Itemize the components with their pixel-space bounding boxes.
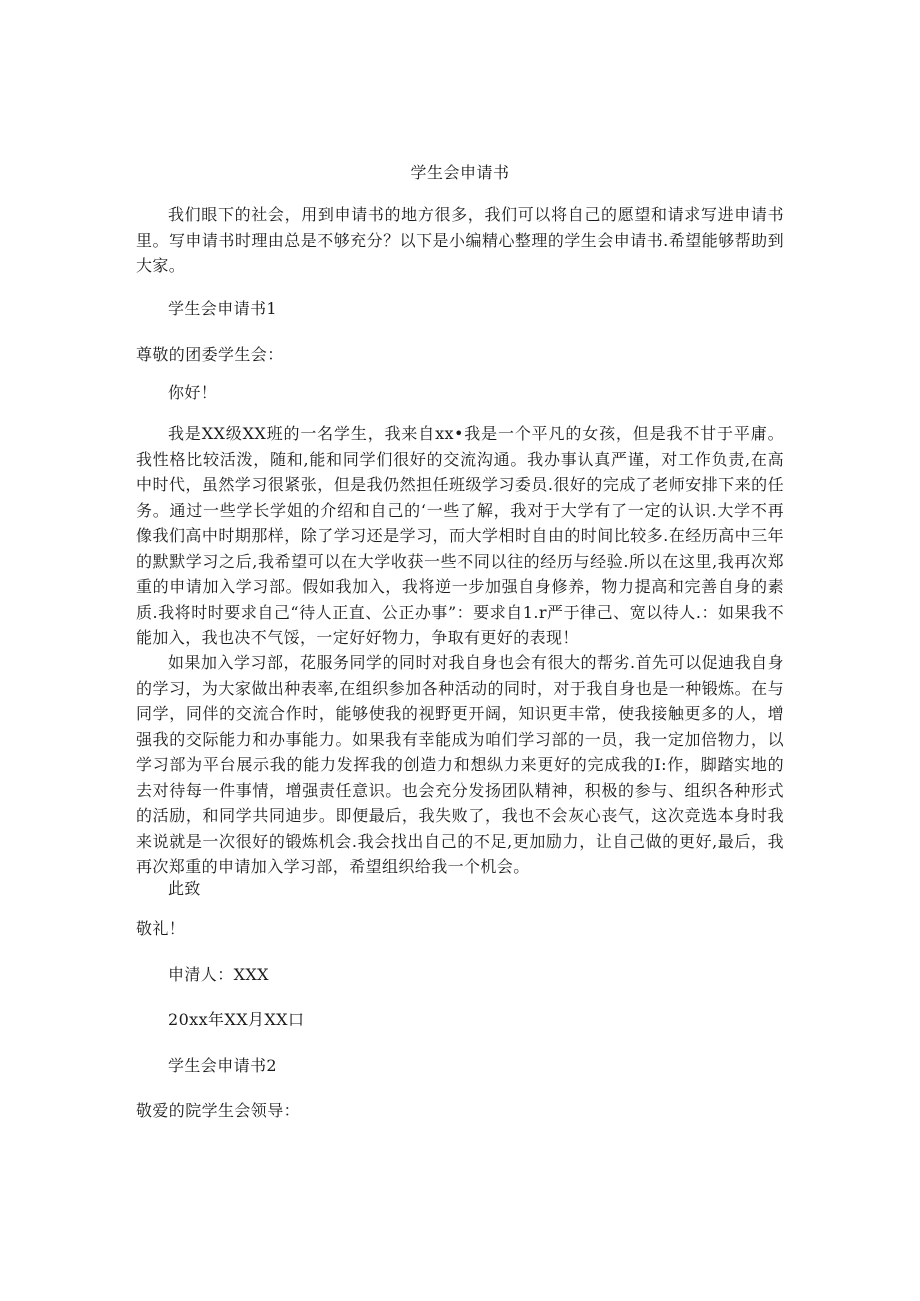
section-heading-1: 学生会申请书1 xyxy=(168,299,277,318)
body-paragraph-1: 我是XX级XX班的一名学生，我来自xx•我是一个平凡的女孩，但是我不甘于平庸。我性格比较活泼，随和,能和同学们很好的交流沟通。我办事认真严谨，对工作负责,在高中时代，虽然学习很紧张，但是我仍然担任班级学习委员.很好的完成了老师安排下来的任务。通过一些学长学姐的介绍和自己的‘一些了解，我对于大学有了一定的认识.大学不再像我们高中时期那样，除了学习还是学习，而大学相时自由的时间比较多.在经历高中三年的默默学习之后,我希望可以在大学收获一些不同以往的经历与经验.所以在这里,我再次郑重的申请加入学习部。假如我加入，我将逆一步加强自身修养，物力提高和完善自身的素质.我将时时要求自己“待人正直、公正办事”：要求自1.r严于律己、宽以待人.：如果我不能加入，我也决不气馁，一定好好物力，争取有更好的表现！ xyxy=(136,424,784,647)
date-line: 20xx年XX月XX口 xyxy=(168,1010,305,1029)
document-title: 学生会申请书 xyxy=(410,163,510,182)
applicant-line: 申清人：XXX xyxy=(168,965,269,984)
regards-line: 敬礼！ xyxy=(136,919,186,938)
section-heading-2: 学生会申请书2 xyxy=(168,1056,277,1075)
intro-paragraph: 我们眼下的社会，用到申请书的地方很多，我们可以将自己的愿望和请求写进申请书里。写申请书时理由总是不够充分？以下是小编精心整理的学生会申请书.希望能够帮助到大家。 xyxy=(136,205,784,275)
salutation-2: 敬爱的院学生会领导： xyxy=(136,1101,301,1120)
salutation-1: 尊敬的团委学生会： xyxy=(136,345,284,364)
body-paragraph-2: 如果加入学习部，花服务同学的同时对我自身也会有很大的帮劣.首先可以促迪我自身的学习，为大家做出种表率,在组织参加各种活动的同时，对于我自身也是一种锻炼。在与同学，同伴的交流合作时，能够使我的视野更开阔，知识更丰常，使我接触更多的人，增强我的交际能力和办事能力。如果我有幸能成为咱们学习部的一员，我一定加倍物力，以学习部为平台展示我的能力发挥我的创造力和想纵力来更好的完成我的I:作，脚踏实地的去对待每一件事情，增强责任意识。也会充分发扬团队精神，积极的参与、组织各种形式的活励，和同学共同迪步。即便最后，我失败了，我也不会灰心丧气，这次竞选本身时我来说就是一次很好的锻炼机会.我会找出自己的不足,更加励力，让自己做的更好,最后，我再次郑重的申请加入学习部，希望组织给我一个机会。 xyxy=(136,653,784,876)
greeting: 你好！ xyxy=(168,383,218,402)
closing-line: 此致 xyxy=(168,879,201,898)
